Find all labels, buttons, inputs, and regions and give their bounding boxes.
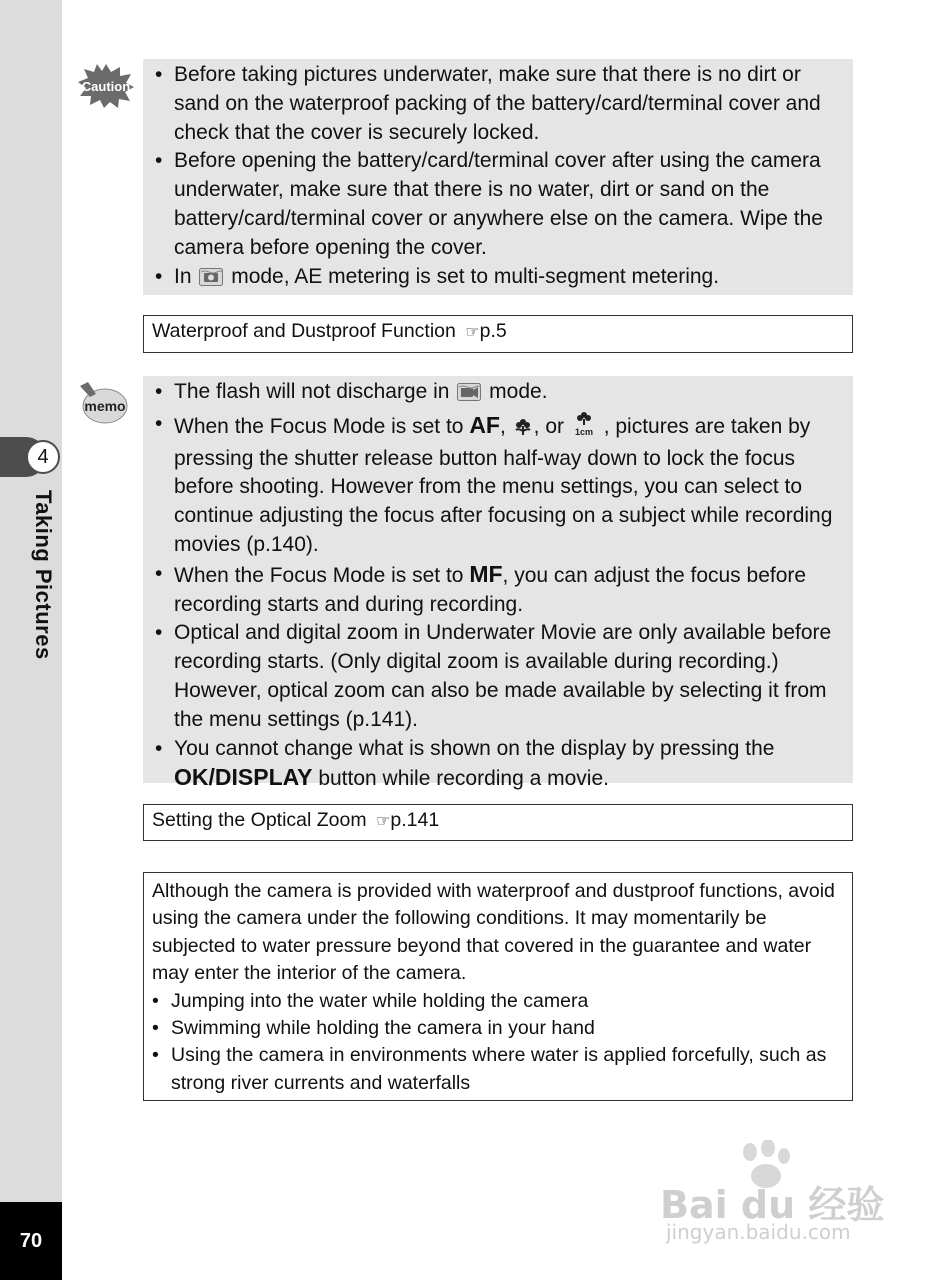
- reference-box: [143, 804, 853, 841]
- pointing-hand-icon: ☞: [376, 813, 391, 830]
- caution-icon-label: Caution: [81, 79, 131, 94]
- caution-item: • Before taking pictures underwater, make sure that there is no dirt or sand on the waterproof packing of the battery/card/terminal cover and check that the cover is securely locked.: [155, 61, 843, 147]
- reference-page[interactable]: p.141: [390, 809, 440, 831]
- reference-text: Setting the Optical Zoom: [152, 809, 367, 831]
- memo-item: • You cannot change what is shown on the display by pressing the OK/DISPLAY button while recording a movie.: [155, 735, 843, 795]
- reference-page[interactable]: p.5: [479, 320, 507, 342]
- underwater-movie-icon: [457, 381, 481, 410]
- memo-item: • The flash will not discharge in mode.: [155, 378, 843, 410]
- warning-item: • Jumping into the water while holding the camera: [152, 988, 844, 1015]
- warning-item: • Using the camera in environments where water is applied forcefully, such as strong river currents and waterfalls: [152, 1042, 844, 1097]
- underwater-camera-icon: [199, 266, 223, 295]
- caution-box: [143, 59, 853, 295]
- flower-icon: [514, 416, 532, 445]
- watermark-logo-text: Bai du 经验: [660, 1183, 885, 1227]
- chapter-sidebar: [0, 0, 62, 1280]
- caution-item: • In mode, AE metering is set to multi-segment metering.: [155, 263, 843, 295]
- memo-icon-label: memo: [84, 398, 126, 414]
- chapter-title: Taking Pictures: [31, 490, 56, 660]
- mf-mode-symbol: MF: [469, 560, 503, 587]
- caution-item: • Before opening the battery/card/terminal cover after using the camera underwater, make sure that there is no water, dirt or sand on the battery/card/terminal cover or anywhere else on the camera. Wipe the camera before opening the cover.: [155, 147, 843, 262]
- memo-item: • Optical and digital zoom in Underwater Movie are only available before recording starts. (Only digital zoom is available during recording.) However, optical zoom can also be made available by selecting it from the menu settings (p.141).: [155, 619, 843, 734]
- warning-intro: Although the camera is provided with waterproof and dustproof functions, avoid using the camera under the following conditions. It may momentarily be subjected to water pressure beyond that covered in the guarantee and water may enter the interior of the camera.: [152, 880, 835, 985]
- svg-text:1cm: 1cm: [574, 426, 593, 436]
- memo-box: [143, 376, 853, 791]
- caution-icon: [78, 64, 134, 113]
- af-mode-symbol: AF: [469, 411, 500, 438]
- warning-item: • Swimming while holding the camera in your hand: [152, 1015, 844, 1042]
- warning-box: [143, 872, 853, 1101]
- memo-item: • When the Focus Mode is set to AF, , or 1cm , pictures are taken by pressing the shutter release button half-way down to lock the focus before shooting. However from the menu settings, you can select to continue adjusting the focus after focusing on a subject while recording movies (p.140).: [155, 410, 843, 560]
- pointing-hand-icon: ☞: [465, 324, 480, 341]
- chapter-number: 4: [26, 440, 60, 474]
- reference-text: Waterproof and Dustproof Function: [152, 320, 456, 342]
- memo-item: • When the Focus Mode is set to MF, you can adjust the focus before recording starts and during recording.: [155, 560, 843, 620]
- chapter-badge: [0, 437, 62, 477]
- page-number: 70: [0, 1202, 62, 1280]
- reference-box: [143, 315, 853, 353]
- ok-display-button-symbol: OK/DISPLAY: [174, 764, 313, 791]
- watermark-url: jingyan.baidu.com: [666, 1220, 851, 1244]
- memo-icon: [78, 382, 130, 431]
- flower-1cm-icon: [572, 410, 596, 445]
